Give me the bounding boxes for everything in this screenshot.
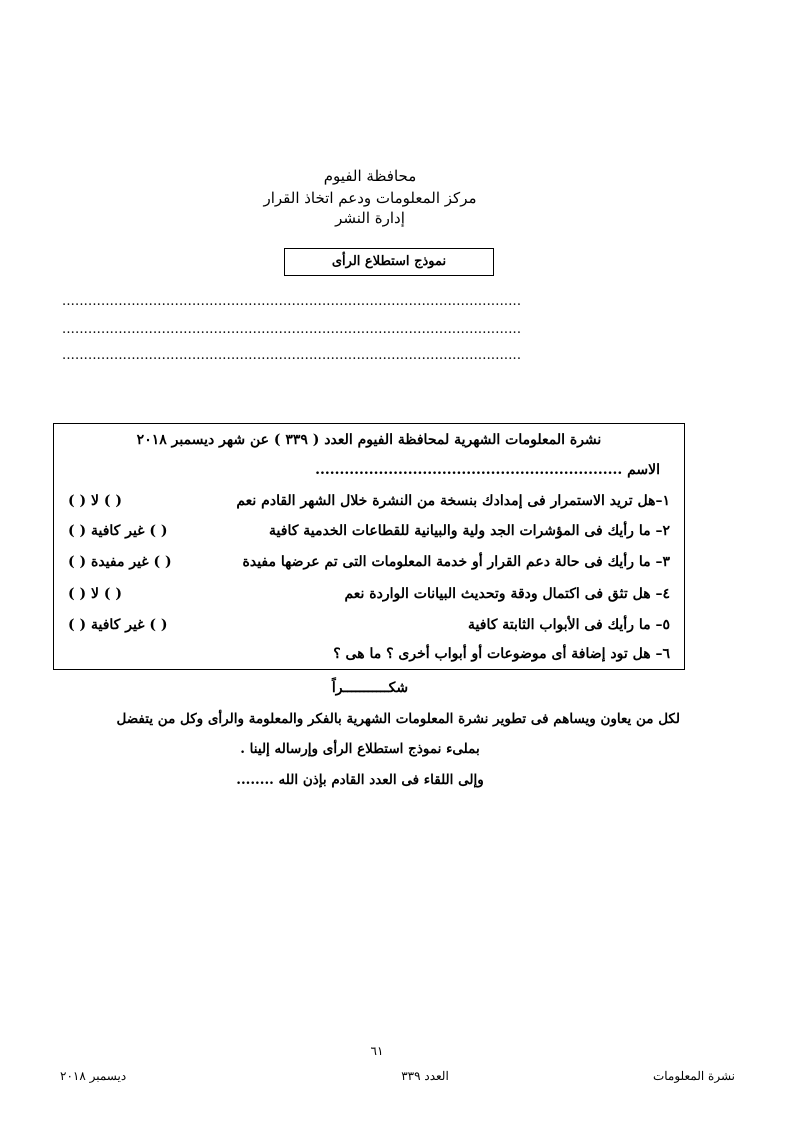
question-5-text: ٥– ما رأيك فى الأبواب الثابتة كافية [468, 617, 670, 633]
thanks-line-3: وإلى اللقاء فى العدد القادم بإذن الله ........ [236, 772, 484, 788]
footer-issue: العدد ٣٣٩ [401, 1069, 449, 1083]
question-1-options[interactable]: ( ) لا ( ) [68, 493, 122, 509]
question-3-options[interactable]: ( ) غير مفيدة ( ) [68, 554, 172, 570]
name-field [54, 456, 684, 484]
question-6-text: ٦– هل تود إضافة أى موضوعات أو أبواب أخرى ؟ ما هى ؟ [333, 646, 670, 662]
header-center-name: مركز المعلومات ودعم اتخاذ القرار [263, 189, 477, 207]
question-1-text: ١–هل تريد الاستمرار فى إمدادك بنسخة من النشرة خلال الشهر القادم نعم [236, 493, 670, 509]
question-5 [54, 611, 684, 639]
question-6 [54, 640, 684, 668]
dotted-line-1: .......................................................................................................... [62, 294, 522, 309]
thanks-line-1: لكل من يعاون ويساهم فى تطوير نشرة المعلومات الشهرية بالفكر والمعلومة والرأى وكل من يتفضل [116, 711, 680, 727]
question-4-text: ٤– هل تثق فى اكتمال ودقة وتحديث البيانات الواردة نعم [344, 586, 670, 602]
survey-heading-text: نشرة المعلومات الشهرية لمحافظة الفيوم العدد ( ٣٣٩ ) عن شهر ديسمبر ٢٠١٨ [136, 432, 602, 448]
survey-heading [54, 426, 684, 454]
dotted-line-3: .......................................................................................................... [62, 348, 522, 363]
question-2-text: ٢– ما رأيك فى المؤشرات الجد ولية والبيانية للقطاعات الخدمية كافية [269, 523, 670, 539]
question-4 [54, 580, 684, 608]
question-3 [54, 548, 684, 576]
footer-date: ديسمبر ٢٠١٨ [60, 1069, 127, 1083]
question-4-options[interactable]: ( ) لا ( ) [68, 586, 122, 602]
question-2-options[interactable]: ( ) غير كافية ( ) [68, 523, 168, 539]
header-governorate: محافظة الفيوم [323, 167, 417, 185]
form-title: نموذج استطلاع الرأى [284, 248, 494, 276]
question-1 [54, 487, 684, 515]
thanks-title: شكـــــــــــراً [331, 680, 409, 696]
name-label: الاسم ............................................................... [315, 462, 660, 478]
dotted-line-2: .......................................................................................................... [62, 322, 522, 337]
question-3-text: ٣– ما رأيك فى حالة دعم القرار أو خدمة المعلومات التى تم عرضها مفيدة [242, 554, 670, 570]
page-number: ٦١ [370, 1044, 384, 1058]
thanks-line-2: بملىء نموذج استطلاع الرأى وإرساله إلينا . [240, 741, 480, 757]
footer-publication: نشرة المعلومات [652, 1069, 735, 1083]
header-department: إدارة النشر [335, 209, 405, 227]
question-2 [54, 517, 684, 545]
survey-box [53, 423, 685, 670]
question-5-options[interactable]: ( ) غير كافية ( ) [68, 617, 168, 633]
